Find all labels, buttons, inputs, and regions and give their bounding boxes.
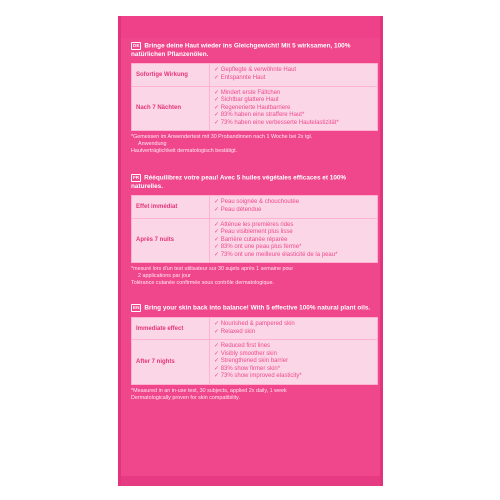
row-items bbox=[210, 196, 377, 217]
list-item: ✓ Reduced first lines bbox=[214, 343, 271, 350]
headline-fr: FR Rééquilibrez votre peau! Avec 5 huiles végétales efficaces et 100% naturelles. bbox=[131, 174, 347, 190]
language-flag-icon: DE bbox=[133, 43, 140, 48]
box-top-flap bbox=[121, 16, 380, 38]
row-label: Après 7 nuits bbox=[132, 219, 210, 263]
list-item: ✓ Mindert erste Fältchen bbox=[214, 89, 281, 96]
footnote-en: *Measured in an in-use test, 30 subjects, applied 2x daily, 1 week Dermatologically proven for skin compatibility. bbox=[131, 388, 287, 402]
list-item: ✓ 83% ont une peau plus ferme* bbox=[214, 244, 302, 251]
row-items bbox=[210, 219, 377, 263]
section-fr bbox=[131, 174, 378, 287]
list-item: ✓ 73% haben eine verbesserte Hautelastizität* bbox=[214, 119, 339, 126]
box-bottom-flap bbox=[121, 476, 380, 486]
list-item: ✓ 73% ont une meilleure élasticité de la peau* bbox=[214, 251, 338, 258]
list-item: ✓ Gepflegte & verwöhnte Haut bbox=[214, 67, 297, 74]
list-item: ✓ Entspannte Haut bbox=[214, 74, 266, 81]
list-item: ✓ Atténue les premières rides bbox=[214, 221, 294, 228]
list-item: ✓ Barrière cutanée réparée bbox=[214, 236, 288, 243]
row-label: Effet immédiat bbox=[132, 196, 210, 217]
list-item: ✓ Nourished & pampered skin bbox=[214, 320, 295, 327]
section-de bbox=[131, 42, 378, 155]
effects-table-en bbox=[131, 317, 378, 385]
list-item: ✓ 83% show firmer skin* bbox=[214, 365, 281, 372]
row-items bbox=[210, 64, 377, 85]
row-items bbox=[210, 87, 377, 131]
table-row bbox=[132, 64, 377, 85]
language-flag-icon: FR bbox=[133, 175, 140, 180]
headline-en: EN Bring your skin back into balance! With 5 effective 100% natural plant oils. bbox=[133, 304, 371, 312]
row-label: Nach 7 Nächten bbox=[132, 87, 210, 131]
list-item: ✓ Relaxed skin bbox=[214, 328, 256, 335]
list-item: ✓ Regenerierte Hautbarriere bbox=[214, 104, 291, 111]
effects-table-de bbox=[131, 63, 378, 131]
list-item: ✓ Peau détendue bbox=[214, 206, 262, 213]
list-item: ✓ 83% haben eine straffere Haut* bbox=[214, 112, 305, 119]
section-en bbox=[131, 304, 378, 402]
table-row bbox=[132, 339, 377, 384]
row-items bbox=[210, 340, 377, 384]
list-item: ✓ 73% show improved elasticity* bbox=[214, 373, 302, 380]
list-item: ✓ Peau soignée & chouchoutée bbox=[214, 199, 300, 206]
headline-de: DE Bringe deine Haut wieder ins Gleichgewicht! Mit 5 wirksamen, 100% natürlichen Pflanzenölen. bbox=[131, 42, 351, 58]
footnote-de: *Gemessen im Anwendertest mit 30 Probandinnen nach 1 Woche bei 2x tgl. Anwendung Hautverträglichkeit dermatologisch bestätigt. bbox=[131, 134, 313, 155]
row-items bbox=[210, 318, 377, 339]
table-row bbox=[132, 218, 377, 263]
list-item: ✓ Strengthened skin barrier bbox=[214, 358, 289, 365]
list-item: ✓ Sichtbar glattere Haut bbox=[214, 97, 279, 104]
list-item: ✓ Peau visiblement plus lisse bbox=[214, 229, 293, 236]
row-label: Immediate effect bbox=[132, 318, 210, 339]
footnote-fr: *mesuré lors d'un test utilisateur sur 30 sujets après 1 semaine pour 2 applications par jour Tolérance cutanée confirmée sous contrôle dermatologique. bbox=[131, 266, 294, 287]
list-item: ✓ Visibly smoother skin bbox=[214, 350, 277, 357]
table-row bbox=[132, 196, 377, 217]
table-row bbox=[132, 86, 377, 131]
row-label: After 7 nights bbox=[132, 340, 210, 384]
product-box-side bbox=[118, 16, 383, 486]
row-label: Sofortige Wirkung bbox=[132, 64, 210, 85]
language-flag-icon: EN bbox=[133, 305, 140, 310]
table-row bbox=[132, 318, 377, 339]
effects-table-fr bbox=[131, 195, 378, 263]
